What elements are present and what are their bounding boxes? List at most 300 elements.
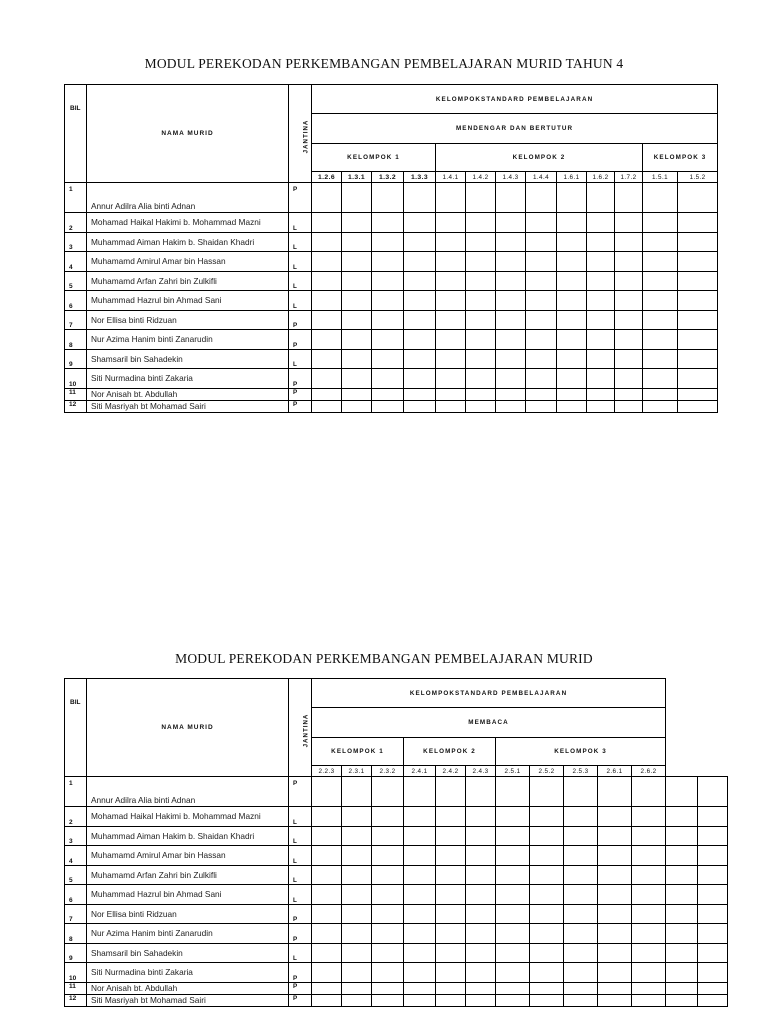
mark-cell[interactable] [526, 271, 557, 291]
mark-cell[interactable] [496, 369, 526, 389]
mark-cell[interactable] [530, 924, 564, 944]
mark-cell[interactable] [372, 826, 404, 846]
mark-cell[interactable] [598, 943, 632, 963]
mark-cell[interactable] [632, 885, 666, 905]
mark-cell[interactable] [496, 994, 530, 1006]
mark-cell[interactable] [564, 826, 598, 846]
mark-cell[interactable] [530, 994, 564, 1006]
mark-cell[interactable] [436, 777, 466, 807]
mark-cell[interactable] [342, 904, 372, 924]
mark-cell[interactable] [678, 213, 718, 233]
mark-cell[interactable] [643, 310, 678, 330]
mark-cell[interactable] [372, 252, 404, 272]
mark-cell[interactable] [496, 846, 530, 866]
mark-cell[interactable] [312, 943, 342, 963]
mark-cell[interactable] [643, 232, 678, 252]
mark-cell[interactable] [496, 885, 530, 905]
mark-cell[interactable] [466, 271, 496, 291]
mark-cell[interactable] [530, 982, 564, 994]
mark-cell[interactable] [312, 271, 342, 291]
mark-cell[interactable] [598, 807, 632, 827]
mark-cell[interactable] [678, 271, 718, 291]
mark-cell[interactable] [557, 291, 587, 311]
mark-cell[interactable] [587, 388, 615, 400]
mark-cell[interactable] [632, 846, 666, 866]
mark-cell[interactable] [404, 291, 436, 311]
mark-cell[interactable] [632, 994, 666, 1006]
mark-cell[interactable] [526, 310, 557, 330]
mark-cell[interactable] [530, 943, 564, 963]
mark-cell[interactable] [557, 388, 587, 400]
mark-cell[interactable] [678, 183, 718, 213]
mark-cell[interactable] [372, 183, 404, 213]
mark-cell[interactable] [615, 252, 643, 272]
mark-cell[interactable] [678, 252, 718, 272]
mark-cell[interactable] [666, 807, 698, 827]
mark-cell[interactable] [587, 291, 615, 311]
mark-cell[interactable] [666, 924, 698, 944]
mark-cell[interactable] [615, 330, 643, 350]
mark-cell[interactable] [466, 865, 496, 885]
mark-cell[interactable] [598, 982, 632, 994]
mark-cell[interactable] [587, 183, 615, 213]
mark-cell[interactable] [436, 271, 466, 291]
mark-cell[interactable] [372, 777, 404, 807]
mark-cell[interactable] [598, 846, 632, 866]
mark-cell[interactable] [643, 369, 678, 389]
mark-cell[interactable] [557, 183, 587, 213]
mark-cell[interactable] [526, 388, 557, 400]
mark-cell[interactable] [372, 232, 404, 252]
mark-cell[interactable] [312, 369, 342, 389]
mark-cell[interactable] [526, 369, 557, 389]
mark-cell[interactable] [342, 826, 372, 846]
mark-cell[interactable] [564, 963, 598, 983]
mark-cell[interactable] [564, 865, 598, 885]
mark-cell[interactable] [698, 885, 728, 905]
mark-cell[interactable] [587, 369, 615, 389]
mark-cell[interactable] [698, 865, 728, 885]
mark-cell[interactable] [526, 330, 557, 350]
mark-cell[interactable] [698, 826, 728, 846]
mark-cell[interactable] [526, 349, 557, 369]
mark-cell[interactable] [466, 369, 496, 389]
mark-cell[interactable] [564, 982, 598, 994]
mark-cell[interactable] [632, 982, 666, 994]
mark-cell[interactable] [496, 349, 526, 369]
mark-cell[interactable] [404, 865, 436, 885]
mark-cell[interactable] [587, 330, 615, 350]
mark-cell[interactable] [404, 388, 436, 400]
mark-cell[interactable] [587, 400, 615, 412]
mark-cell[interactable] [496, 271, 526, 291]
mark-cell[interactable] [342, 369, 372, 389]
mark-cell[interactable] [342, 865, 372, 885]
mark-cell[interactable] [312, 885, 342, 905]
mark-cell[interactable] [342, 846, 372, 866]
mark-cell[interactable] [312, 400, 342, 412]
mark-cell[interactable] [530, 826, 564, 846]
mark-cell[interactable] [312, 183, 342, 213]
mark-cell[interactable] [436, 388, 466, 400]
mark-cell[interactable] [496, 310, 526, 330]
mark-cell[interactable] [615, 183, 643, 213]
mark-cell[interactable] [342, 183, 372, 213]
mark-cell[interactable] [372, 330, 404, 350]
mark-cell[interactable] [496, 252, 526, 272]
mark-cell[interactable] [312, 994, 342, 1006]
mark-cell[interactable] [312, 330, 342, 350]
mark-cell[interactable] [436, 349, 466, 369]
mark-cell[interactable] [643, 252, 678, 272]
mark-cell[interactable] [496, 400, 526, 412]
mark-cell[interactable] [404, 252, 436, 272]
mark-cell[interactable] [598, 994, 632, 1006]
mark-cell[interactable] [404, 885, 436, 905]
mark-cell[interactable] [466, 807, 496, 827]
mark-cell[interactable] [557, 349, 587, 369]
mark-cell[interactable] [466, 252, 496, 272]
mark-cell[interactable] [526, 252, 557, 272]
mark-cell[interactable] [698, 846, 728, 866]
mark-cell[interactable] [312, 213, 342, 233]
mark-cell[interactable] [666, 963, 698, 983]
mark-cell[interactable] [342, 271, 372, 291]
mark-cell[interactable] [342, 777, 372, 807]
mark-cell[interactable] [404, 924, 436, 944]
mark-cell[interactable] [587, 232, 615, 252]
mark-cell[interactable] [587, 252, 615, 272]
mark-cell[interactable] [632, 807, 666, 827]
mark-cell[interactable] [643, 388, 678, 400]
mark-cell[interactable] [615, 388, 643, 400]
mark-cell[interactable] [312, 232, 342, 252]
mark-cell[interactable] [678, 349, 718, 369]
mark-cell[interactable] [632, 777, 666, 807]
mark-cell[interactable] [557, 369, 587, 389]
mark-cell[interactable] [436, 963, 466, 983]
mark-cell[interactable] [643, 291, 678, 311]
mark-cell[interactable] [598, 885, 632, 905]
mark-cell[interactable] [526, 232, 557, 252]
mark-cell[interactable] [466, 330, 496, 350]
mark-cell[interactable] [404, 963, 436, 983]
mark-cell[interactable] [436, 232, 466, 252]
mark-cell[interactable] [372, 400, 404, 412]
mark-cell[interactable] [557, 213, 587, 233]
mark-cell[interactable] [466, 310, 496, 330]
mark-cell[interactable] [372, 865, 404, 885]
mark-cell[interactable] [342, 807, 372, 827]
mark-cell[interactable] [466, 846, 496, 866]
mark-cell[interactable] [404, 943, 436, 963]
mark-cell[interactable] [342, 994, 372, 1006]
mark-cell[interactable] [615, 369, 643, 389]
mark-cell[interactable] [496, 330, 526, 350]
mark-cell[interactable] [372, 349, 404, 369]
mark-cell[interactable] [598, 963, 632, 983]
mark-cell[interactable] [598, 865, 632, 885]
mark-cell[interactable] [698, 807, 728, 827]
mark-cell[interactable] [666, 865, 698, 885]
mark-cell[interactable] [436, 400, 466, 412]
mark-cell[interactable] [436, 183, 466, 213]
mark-cell[interactable] [342, 349, 372, 369]
mark-cell[interactable] [312, 349, 342, 369]
mark-cell[interactable] [666, 943, 698, 963]
mark-cell[interactable] [666, 777, 698, 807]
mark-cell[interactable] [372, 271, 404, 291]
mark-cell[interactable] [643, 183, 678, 213]
mark-cell[interactable] [666, 982, 698, 994]
mark-cell[interactable] [496, 213, 526, 233]
mark-cell[interactable] [632, 924, 666, 944]
mark-cell[interactable] [404, 369, 436, 389]
mark-cell[interactable] [598, 777, 632, 807]
mark-cell[interactable] [372, 943, 404, 963]
mark-cell[interactable] [436, 885, 466, 905]
mark-cell[interactable] [496, 982, 530, 994]
mark-cell[interactable] [436, 982, 466, 994]
mark-cell[interactable] [466, 232, 496, 252]
mark-cell[interactable] [312, 963, 342, 983]
mark-cell[interactable] [466, 885, 496, 905]
mark-cell[interactable] [372, 369, 404, 389]
mark-cell[interactable] [530, 963, 564, 983]
mark-cell[interactable] [404, 777, 436, 807]
mark-cell[interactable] [666, 846, 698, 866]
mark-cell[interactable] [312, 826, 342, 846]
mark-cell[interactable] [372, 904, 404, 924]
mark-cell[interactable] [496, 943, 530, 963]
mark-cell[interactable] [466, 400, 496, 412]
mark-cell[interactable] [598, 904, 632, 924]
mark-cell[interactable] [526, 291, 557, 311]
mark-cell[interactable] [564, 777, 598, 807]
mark-cell[interactable] [342, 982, 372, 994]
mark-cell[interactable] [404, 349, 436, 369]
mark-cell[interactable] [557, 310, 587, 330]
mark-cell[interactable] [526, 400, 557, 412]
mark-cell[interactable] [372, 807, 404, 827]
mark-cell[interactable] [312, 865, 342, 885]
mark-cell[interactable] [698, 963, 728, 983]
mark-cell[interactable] [466, 349, 496, 369]
mark-cell[interactable] [496, 388, 526, 400]
mark-cell[interactable] [312, 252, 342, 272]
mark-cell[interactable] [643, 271, 678, 291]
mark-cell[interactable] [312, 807, 342, 827]
mark-cell[interactable] [436, 330, 466, 350]
mark-cell[interactable] [466, 963, 496, 983]
mark-cell[interactable] [436, 846, 466, 866]
mark-cell[interactable] [564, 904, 598, 924]
mark-cell[interactable] [564, 943, 598, 963]
mark-cell[interactable] [530, 865, 564, 885]
mark-cell[interactable] [643, 330, 678, 350]
mark-cell[interactable] [436, 252, 466, 272]
mark-cell[interactable] [587, 310, 615, 330]
mark-cell[interactable] [564, 807, 598, 827]
mark-cell[interactable] [436, 807, 466, 827]
mark-cell[interactable] [342, 213, 372, 233]
mark-cell[interactable] [698, 904, 728, 924]
mark-cell[interactable] [632, 826, 666, 846]
mark-cell[interactable] [632, 865, 666, 885]
mark-cell[interactable] [404, 310, 436, 330]
mark-cell[interactable] [698, 982, 728, 994]
mark-cell[interactable] [436, 924, 466, 944]
mark-cell[interactable] [678, 388, 718, 400]
mark-cell[interactable] [557, 330, 587, 350]
mark-cell[interactable] [564, 994, 598, 1006]
mark-cell[interactable] [698, 924, 728, 944]
mark-cell[interactable] [436, 943, 466, 963]
mark-cell[interactable] [312, 310, 342, 330]
mark-cell[interactable] [466, 213, 496, 233]
mark-cell[interactable] [436, 291, 466, 311]
mark-cell[interactable] [342, 943, 372, 963]
mark-cell[interactable] [632, 904, 666, 924]
mark-cell[interactable] [342, 232, 372, 252]
mark-cell[interactable] [404, 330, 436, 350]
mark-cell[interactable] [404, 183, 436, 213]
mark-cell[interactable] [372, 924, 404, 944]
mark-cell[interactable] [312, 924, 342, 944]
mark-cell[interactable] [342, 885, 372, 905]
mark-cell[interactable] [526, 213, 557, 233]
mark-cell[interactable] [496, 826, 530, 846]
mark-cell[interactable] [404, 904, 436, 924]
mark-cell[interactable] [466, 291, 496, 311]
mark-cell[interactable] [698, 777, 728, 807]
mark-cell[interactable] [530, 807, 564, 827]
mark-cell[interactable] [530, 846, 564, 866]
mark-cell[interactable] [678, 291, 718, 311]
mark-cell[interactable] [564, 846, 598, 866]
mark-cell[interactable] [342, 963, 372, 983]
mark-cell[interactable] [526, 183, 557, 213]
mark-cell[interactable] [678, 310, 718, 330]
mark-cell[interactable] [404, 982, 436, 994]
mark-cell[interactable] [557, 232, 587, 252]
mark-cell[interactable] [312, 291, 342, 311]
mark-cell[interactable] [678, 400, 718, 412]
mark-cell[interactable] [496, 924, 530, 944]
mark-cell[interactable] [342, 310, 372, 330]
mark-cell[interactable] [372, 291, 404, 311]
mark-cell[interactable] [312, 846, 342, 866]
mark-cell[interactable] [466, 994, 496, 1006]
mark-cell[interactable] [342, 400, 372, 412]
mark-cell[interactable] [698, 994, 728, 1006]
mark-cell[interactable] [404, 846, 436, 866]
mark-cell[interactable] [496, 777, 530, 807]
mark-cell[interactable] [342, 330, 372, 350]
mark-cell[interactable] [678, 330, 718, 350]
mark-cell[interactable] [436, 213, 466, 233]
mark-cell[interactable] [615, 349, 643, 369]
mark-cell[interactable] [436, 904, 466, 924]
mark-cell[interactable] [598, 924, 632, 944]
mark-cell[interactable] [404, 213, 436, 233]
mark-cell[interactable] [496, 232, 526, 252]
mark-cell[interactable] [312, 777, 342, 807]
mark-cell[interactable] [615, 291, 643, 311]
mark-cell[interactable] [496, 963, 530, 983]
mark-cell[interactable] [666, 994, 698, 1006]
mark-cell[interactable] [496, 183, 526, 213]
mark-cell[interactable] [496, 291, 526, 311]
mark-cell[interactable] [372, 388, 404, 400]
mark-cell[interactable] [466, 388, 496, 400]
mark-cell[interactable] [643, 400, 678, 412]
mark-cell[interactable] [436, 994, 466, 1006]
mark-cell[interactable] [643, 213, 678, 233]
mark-cell[interactable] [530, 777, 564, 807]
mark-cell[interactable] [632, 943, 666, 963]
mark-cell[interactable] [436, 865, 466, 885]
mark-cell[interactable] [372, 994, 404, 1006]
mark-cell[interactable] [312, 982, 342, 994]
mark-cell[interactable] [666, 885, 698, 905]
mark-cell[interactable] [632, 963, 666, 983]
mark-cell[interactable] [666, 826, 698, 846]
mark-cell[interactable] [557, 271, 587, 291]
mark-cell[interactable] [436, 310, 466, 330]
mark-cell[interactable] [404, 994, 436, 1006]
mark-cell[interactable] [698, 943, 728, 963]
mark-cell[interactable] [312, 904, 342, 924]
mark-cell[interactable] [342, 388, 372, 400]
mark-cell[interactable] [496, 807, 530, 827]
mark-cell[interactable] [615, 213, 643, 233]
mark-cell[interactable] [342, 924, 372, 944]
mark-cell[interactable] [530, 904, 564, 924]
mark-cell[interactable] [372, 310, 404, 330]
mark-cell[interactable] [598, 826, 632, 846]
mark-cell[interactable] [372, 963, 404, 983]
mark-cell[interactable] [466, 943, 496, 963]
mark-cell[interactable] [404, 271, 436, 291]
mark-cell[interactable] [496, 904, 530, 924]
mark-cell[interactable] [615, 310, 643, 330]
mark-cell[interactable] [404, 826, 436, 846]
mark-cell[interactable] [666, 904, 698, 924]
mark-cell[interactable] [615, 232, 643, 252]
mark-cell[interactable] [678, 369, 718, 389]
mark-cell[interactable] [678, 232, 718, 252]
mark-cell[interactable] [372, 885, 404, 905]
mark-cell[interactable] [436, 826, 466, 846]
mark-cell[interactable] [530, 885, 564, 905]
mark-cell[interactable] [615, 400, 643, 412]
mark-cell[interactable] [587, 213, 615, 233]
mark-cell[interactable] [466, 982, 496, 994]
mark-cell[interactable] [587, 349, 615, 369]
mark-cell[interactable] [466, 183, 496, 213]
mark-cell[interactable] [466, 924, 496, 944]
mark-cell[interactable] [466, 904, 496, 924]
mark-cell[interactable] [404, 400, 436, 412]
mark-cell[interactable] [342, 252, 372, 272]
mark-cell[interactable] [557, 252, 587, 272]
mark-cell[interactable] [342, 291, 372, 311]
mark-cell[interactable] [643, 349, 678, 369]
mark-cell[interactable] [557, 400, 587, 412]
mark-cell[interactable] [587, 271, 615, 291]
mark-cell[interactable] [615, 271, 643, 291]
